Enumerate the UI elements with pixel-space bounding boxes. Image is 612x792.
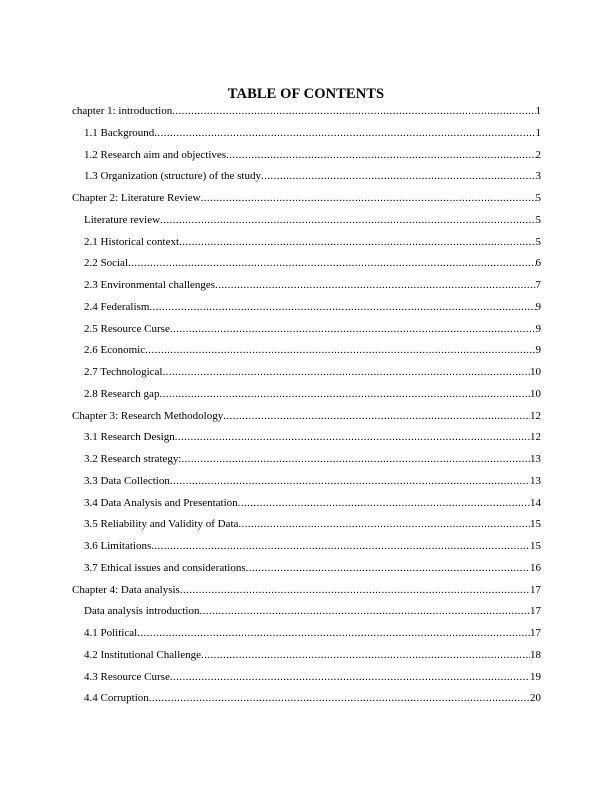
toc-entry[interactable]: [72, 253, 541, 275]
toc-page-number: 6: [535, 257, 541, 270]
toc-dot-leader: [149, 297, 535, 319]
toc-entry[interactable]: [72, 493, 541, 515]
toc-entry-title: 2.6 Economic: [84, 344, 146, 357]
toc-dot-leader: [226, 145, 535, 167]
toc-page-number: 9: [535, 322, 541, 335]
toc-entry[interactable]: [72, 536, 541, 558]
toc-page-number: 12: [530, 409, 541, 422]
toc-dot-leader: [180, 580, 530, 602]
toc-dot-leader: [149, 688, 530, 710]
toc-dot-leader: [238, 493, 530, 515]
toc-page-number: 2: [535, 148, 541, 161]
toc-entry[interactable]: [72, 471, 541, 493]
toc-dot-leader: [145, 340, 535, 362]
toc-page-number: 7: [535, 279, 541, 291]
toc-dot-leader: [201, 188, 536, 210]
toc-entry-title: 3.6 Limitations: [84, 540, 152, 552]
toc-page-number: 10: [530, 387, 541, 400]
toc-entry[interactable]: [72, 427, 541, 449]
toc-list: [72, 101, 541, 710]
toc-entry-title: 3.4 Data Analysis and Presentation: [84, 496, 238, 509]
toc-entry-title: 3.1 Research Design: [84, 431, 175, 444]
toc-page-number: 20: [530, 692, 541, 705]
toc-entry[interactable]: [72, 667, 541, 689]
toc-page-number: 1: [535, 105, 541, 117]
toc-dot-leader: [172, 101, 535, 123]
toc-dot-leader: [151, 536, 530, 558]
toc-dot-leader: [201, 645, 530, 667]
toc-entry[interactable]: [72, 297, 541, 319]
toc-entry[interactable]: [72, 145, 541, 167]
toc-entry[interactable]: [72, 166, 541, 188]
toc-entry-title: Chapter 3: Research Methodology: [72, 409, 224, 422]
toc-dot-leader: [238, 514, 530, 536]
toc-page-number: 13: [530, 453, 541, 465]
toc-entry[interactable]: [72, 188, 541, 210]
toc-page-number: 19: [530, 670, 541, 683]
toc-entry-title: 4.4 Corruption: [84, 692, 149, 705]
toc-page-number: 17: [530, 605, 541, 618]
toc-entry-title: 1.2 Research aim and objectives: [84, 148, 227, 161]
toc-dot-leader: [179, 232, 535, 254]
toc-page-number: 9: [535, 344, 541, 357]
toc-entry-title: 3.7 Ethical issues and considerations: [84, 561, 246, 574]
toc-entry-title: 4.2 Institutional Challenge: [84, 648, 202, 661]
toc-entry[interactable]: [72, 688, 541, 710]
toc-entry-title: 2.8 Research gap: [84, 387, 160, 400]
toc-page-number: 17: [530, 583, 541, 596]
toc-entry[interactable]: [72, 232, 541, 254]
toc-dot-leader: [199, 601, 530, 623]
toc-page-number: 5: [535, 192, 541, 204]
toc-entry[interactable]: [72, 210, 541, 232]
toc-dot-leader: [215, 275, 535, 297]
toc-entry-title: 2.4 Federalism: [84, 300, 150, 313]
toc-entry-title: 2.1 Historical context: [84, 235, 180, 248]
toc-page-number: 14: [530, 496, 541, 509]
toc-entry[interactable]: [72, 340, 541, 362]
toc-dot-leader: [170, 319, 536, 341]
toc-entry[interactable]: [72, 449, 541, 471]
toc-dot-leader: [223, 406, 530, 428]
toc-page-number: 12: [530, 431, 541, 444]
toc-page-number: 13: [530, 474, 541, 487]
toc-entry-title: 2.2 Social: [84, 257, 128, 270]
toc-entry-title: Chapter 2: Literature Review: [72, 192, 201, 204]
toc-entry-title: Literature review: [84, 213, 161, 226]
toc-dot-leader: [159, 384, 530, 406]
toc-page-number: 1: [535, 126, 541, 139]
toc-entry[interactable]: [72, 558, 541, 580]
toc-title: TABLE OF CONTENTS: [227, 86, 385, 102]
toc-dot-leader: [170, 471, 530, 493]
toc-dot-leader: [162, 362, 530, 384]
toc-entry[interactable]: [72, 406, 541, 428]
toc-dot-leader: [181, 449, 530, 471]
toc-dot-leader: [137, 623, 530, 645]
toc-page-number: 18: [530, 648, 541, 661]
toc-entry-title: 2.5 Resource Curse: [84, 322, 170, 335]
toc-page-number: 15: [530, 540, 541, 552]
toc-page-number: 5: [535, 213, 541, 226]
toc-entry[interactable]: [72, 601, 541, 623]
toc-entry-title: Chapter 4: Data analysis: [72, 583, 180, 596]
toc-entry[interactable]: [72, 645, 541, 667]
toc-entry-title: Data analysis introduction: [84, 605, 200, 618]
toc-dot-leader: [175, 427, 530, 449]
toc-dot-leader: [170, 667, 530, 689]
toc-entry-title: 4.3 Resource Curse: [84, 670, 170, 683]
toc-entry[interactable]: [72, 275, 541, 297]
toc-dot-leader: [160, 210, 535, 232]
toc-entry[interactable]: [72, 319, 541, 341]
toc-entry-title: 3.5 Reliability and Validity of Data: [84, 518, 239, 531]
toc-entry-title: 3.3 Data Collection: [84, 474, 170, 487]
toc-dot-leader: [261, 166, 536, 188]
toc-entry[interactable]: [72, 514, 541, 536]
toc-entry-title: chapter 1: introduction: [72, 105, 173, 117]
toc-entry-title: 2.3 Environmental challenges: [84, 279, 216, 291]
toc-dot-leader: [246, 558, 530, 580]
toc-entry[interactable]: [72, 123, 541, 145]
toc-entry-title: 1.3 Organization (structure) of the study: [84, 170, 261, 183]
toc-page-number: 10: [530, 366, 541, 378]
toc-page-number: 15: [530, 518, 541, 531]
toc-page-number: 3: [535, 170, 541, 183]
toc-page-number: 9: [535, 300, 541, 313]
toc-dot-leader: [128, 253, 536, 275]
toc-entry[interactable]: [72, 101, 541, 123]
toc-dot-leader: [154, 123, 535, 145]
toc-page-number: 5: [535, 235, 541, 248]
toc-entry[interactable]: [72, 580, 541, 602]
toc-entry-title: 1.1 Background: [84, 126, 155, 139]
toc-entry-title: 2.7 Technological: [84, 366, 163, 378]
toc-entry[interactable]: [72, 362, 541, 384]
toc-entry[interactable]: [72, 623, 541, 645]
toc-entry[interactable]: [72, 384, 541, 406]
toc-page-number: 17: [530, 627, 541, 639]
toc-entry-title: 3.2 Research strategy:: [84, 453, 182, 465]
toc-entry-title: 4.1 Political: [84, 627, 138, 639]
toc-page-number: 16: [530, 561, 541, 574]
